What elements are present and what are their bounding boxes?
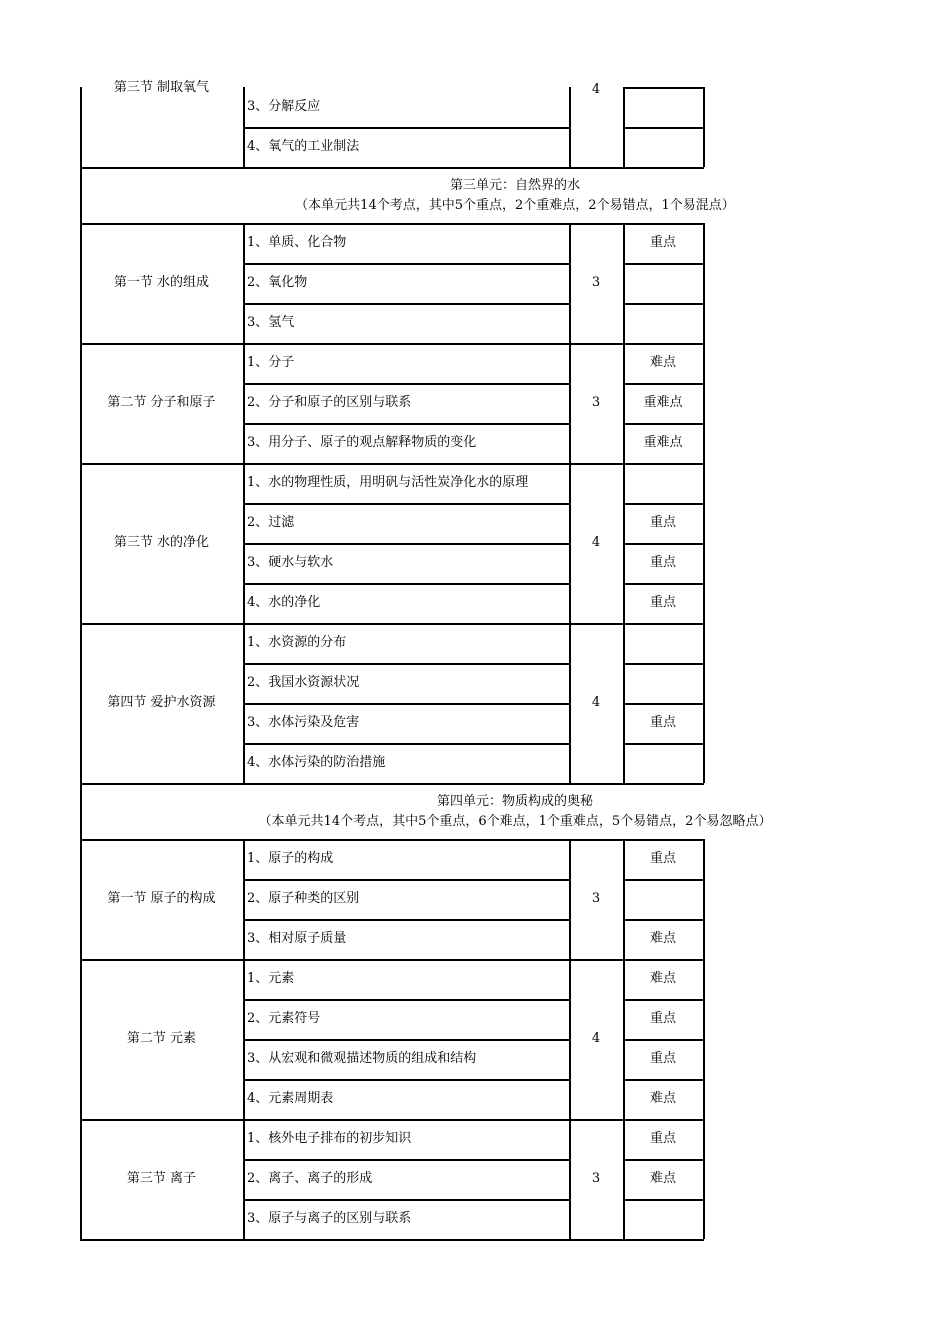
- exam-point: 3、用分子、原子的观点解释物质的变化: [247, 435, 477, 450]
- count-column-border: [623, 87, 625, 167]
- difficulty-mark: 重点: [649, 555, 676, 570]
- mark-divider: [623, 663, 704, 665]
- point-count: 4: [591, 695, 601, 710]
- section-title: 第一节 原子的构成: [107, 891, 216, 906]
- exam-point: 4、氧气的工业制法: [247, 139, 360, 154]
- exam-point: 3、氢气: [247, 315, 295, 330]
- group-bottom-border: [80, 783, 704, 785]
- section-title: 第二节 分子和原子: [107, 395, 216, 410]
- exam-point: 3、相对原子质量: [247, 931, 347, 946]
- exam-point: 1、元素: [247, 971, 295, 986]
- item-column-border: [569, 839, 571, 959]
- mark-divider: [623, 543, 704, 545]
- exam-point: 2、我国水资源状况: [247, 675, 360, 690]
- unit-title: 第四单元：物质构成的奥秘: [436, 794, 593, 809]
- unit-bottom-border: [80, 839, 704, 841]
- difficulty-mark: 难点: [649, 931, 676, 946]
- item-divider: [243, 543, 570, 545]
- exam-point: 2、原子种类的区别: [247, 891, 360, 906]
- difficulty-mark: 重点: [649, 1011, 676, 1026]
- table-right-border: [703, 623, 705, 783]
- exam-point: 3、分解反应: [247, 99, 321, 114]
- exam-point: 4、水体污染的防治措施: [247, 755, 386, 770]
- item-divider: [243, 999, 570, 1001]
- difficulty-mark: 重点: [649, 1131, 676, 1146]
- mark-divider: [623, 919, 704, 921]
- group-bottom-border: [80, 343, 704, 345]
- item-divider: [243, 663, 570, 665]
- mark-divider: [623, 743, 704, 745]
- difficulty-mark: 重点: [649, 715, 676, 730]
- exam-point: 1、核外电子排布的初步知识: [247, 1131, 412, 1146]
- mark-divider: [623, 127, 704, 129]
- table-left-border: [80, 1119, 82, 1239]
- item-divider: [243, 127, 570, 129]
- count-column-border: [623, 1119, 625, 1239]
- item-divider: [243, 1199, 570, 1201]
- unit-note: （本单元共14个考点，其中5个重点，2个重难点，2个易错点，1个易混点）: [295, 198, 735, 213]
- mark-divider: [623, 583, 704, 585]
- table-right-border: [703, 1119, 705, 1239]
- exam-point: 4、元素周期表: [247, 1091, 334, 1106]
- item-column-border: [569, 959, 571, 1119]
- exam-point: 1、水资源的分布: [247, 635, 347, 650]
- exam-point: 4、水的净化: [247, 595, 321, 610]
- unit-bottom-border: [80, 223, 704, 225]
- point-count: 3: [591, 891, 601, 906]
- difficulty-mark: 难点: [649, 355, 676, 370]
- point-count: 4: [591, 1031, 601, 1046]
- count-column-border: [623, 839, 625, 959]
- difficulty-mark: 重点: [649, 515, 676, 530]
- mark-divider: [623, 1039, 704, 1041]
- table-right-border: [703, 223, 705, 343]
- count-column-border: [623, 223, 625, 343]
- item-divider: [243, 1079, 570, 1081]
- exam-point: 2、过滤: [247, 515, 295, 530]
- section-title: 第二节 元素: [126, 1031, 197, 1046]
- item-divider: [243, 583, 570, 585]
- table-right-border: [703, 463, 705, 623]
- mark-divider: [623, 879, 704, 881]
- difficulty-mark: 重点: [649, 1051, 676, 1066]
- mark-divider: [623, 383, 704, 385]
- item-divider: [243, 879, 570, 881]
- exam-point: 1、单质、化合物: [247, 235, 347, 250]
- mark-top-border: [623, 87, 704, 89]
- mark-divider: [623, 423, 704, 425]
- difficulty-mark: 重难点: [643, 395, 683, 410]
- table-left-border: [80, 463, 82, 623]
- group-bottom-border: [80, 463, 704, 465]
- exam-point: 1、原子的构成: [247, 851, 334, 866]
- point-count: 3: [591, 395, 601, 410]
- group-bottom-border: [80, 167, 704, 169]
- item-column-border: [569, 463, 571, 623]
- unit-title: 第三单元：自然界的水: [449, 178, 580, 193]
- table-left-border: [80, 839, 82, 959]
- exam-point: 3、硬水与软水: [247, 555, 334, 570]
- section-column-border: [243, 343, 245, 463]
- mark-divider: [623, 1079, 704, 1081]
- item-column-border: [569, 343, 571, 463]
- exam-point: 2、氧化物: [247, 275, 308, 290]
- item-divider: [243, 263, 570, 265]
- item-divider: [243, 503, 570, 505]
- exam-point: 3、原子与离子的区别与联系: [247, 1211, 412, 1226]
- section-title: 第三节 制取氧气: [113, 80, 210, 95]
- point-count: 3: [591, 1171, 601, 1186]
- item-column-border: [569, 87, 571, 167]
- section-column-border: [243, 839, 245, 959]
- point-count: 4: [591, 535, 601, 550]
- item-divider: [243, 703, 570, 705]
- mark-divider: [623, 503, 704, 505]
- unit-note: （本单元共14个考点，其中5个重点，6个难点，1个重难点，5个易错点，2个易忽略点）: [258, 814, 772, 829]
- mark-divider: [623, 303, 704, 305]
- difficulty-mark: 难点: [649, 1171, 676, 1186]
- table-left-border: [80, 167, 82, 223]
- table-left-border: [80, 343, 82, 463]
- exam-point: 2、离子、离子的形成: [247, 1171, 373, 1186]
- table-left-border: [80, 223, 82, 343]
- group-bottom-border: [80, 1119, 704, 1121]
- exam-point: 2、元素符号: [247, 1011, 321, 1026]
- item-column-border: [569, 1119, 571, 1239]
- section-title: 第四节 爱护水资源: [107, 695, 216, 710]
- exam-point: 1、分子: [247, 355, 295, 370]
- table-right-border: [703, 343, 705, 463]
- section-column-border: [243, 463, 245, 623]
- difficulty-mark: 重点: [649, 235, 676, 250]
- exam-point: 1、水的物理性质，用明矾与活性炭净化水的原理: [247, 475, 529, 490]
- difficulty-mark: 重点: [649, 595, 676, 610]
- item-column-border: [569, 223, 571, 343]
- section-title: 第三节 离子: [126, 1171, 197, 1186]
- difficulty-mark: 难点: [649, 1091, 676, 1106]
- point-count: 3: [591, 275, 601, 290]
- table-left-border: [80, 783, 82, 839]
- table-right-border: [703, 87, 705, 167]
- item-divider: [243, 743, 570, 745]
- group-bottom-border: [80, 959, 704, 961]
- item-column-border: [569, 623, 571, 783]
- section-title: 第一节 水的组成: [113, 275, 210, 290]
- table-left-border: [80, 623, 82, 783]
- item-divider: [243, 1159, 570, 1161]
- item-divider: [243, 919, 570, 921]
- table-left-border: [80, 959, 82, 1119]
- count-column-border: [623, 959, 625, 1119]
- item-divider: [243, 303, 570, 305]
- mark-divider: [623, 999, 704, 1001]
- exam-point: 3、从宏观和微观描述物质的组成和结构: [247, 1051, 477, 1066]
- group-bottom-border: [80, 623, 704, 625]
- difficulty-mark: 难点: [649, 971, 676, 986]
- section-column-border: [243, 959, 245, 1119]
- count-column-border: [623, 343, 625, 463]
- count-column-border: [623, 463, 625, 623]
- section-column-border: [243, 223, 245, 343]
- mark-divider: [623, 1159, 704, 1161]
- table-right-border: [703, 959, 705, 1119]
- mark-divider: [623, 703, 704, 705]
- item-divider: [243, 423, 570, 425]
- count-column-border: [623, 623, 625, 783]
- point-count: 4: [591, 82, 601, 97]
- exam-point: 3、水体污染及危害: [247, 715, 360, 730]
- difficulty-mark: 重点: [649, 851, 676, 866]
- exam-point: 2、分子和原子的区别与联系: [247, 395, 412, 410]
- mark-divider: [623, 1199, 704, 1201]
- difficulty-mark: 重难点: [643, 435, 683, 450]
- section-column-border: [243, 623, 245, 783]
- section-column-border: [243, 1119, 245, 1239]
- mark-divider: [623, 263, 704, 265]
- item-divider: [243, 383, 570, 385]
- group-bottom-border: [80, 1239, 704, 1241]
- section-title: 第三节 水的净化: [113, 535, 210, 550]
- section-column-border: [243, 87, 245, 167]
- item-divider: [243, 1039, 570, 1041]
- table-left-border: [80, 87, 82, 167]
- table-right-border: [703, 839, 705, 959]
